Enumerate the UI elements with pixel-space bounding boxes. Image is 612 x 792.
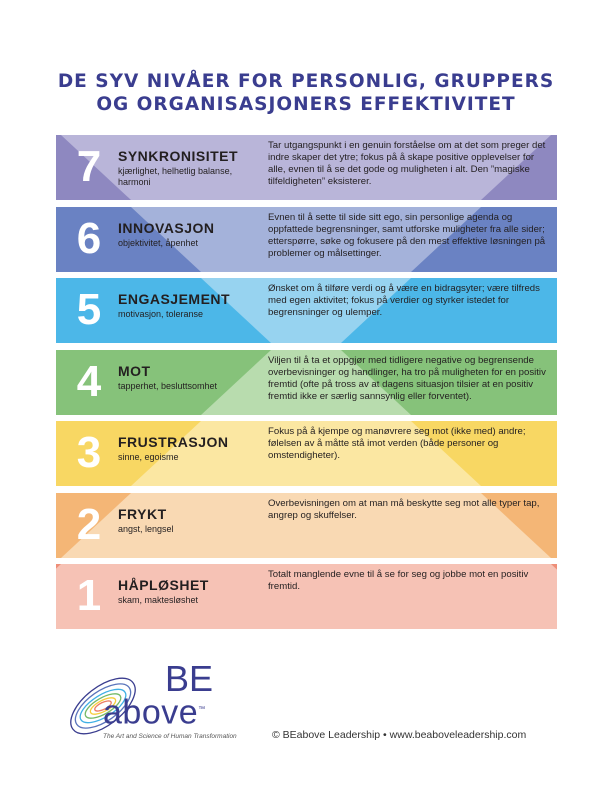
level-number: 3	[76, 428, 102, 477]
footer-copyright: © BEabove Leadership • www.beaboveleadership.com	[272, 729, 527, 741]
level-number: 4	[76, 356, 102, 406]
level-name: ENGASJEMENT	[118, 291, 231, 307]
level-description: Fokus på å kjempe og manøvrere seg mot (ikke med) andre; følelsen av å måtte stå imot verden (både personer og omstendigheter).	[268, 426, 526, 461]
level-number: 1	[76, 571, 102, 620]
level-description: Ønsket om å tilføre verdi og å være en bidragsyter; være tilfreds med egen aktivitet; fokus på verdier og styrker istedet for begrensninger og ulemper.	[268, 283, 540, 318]
level-subtitle: motivasjon, toleranse	[118, 309, 204, 319]
level-name: SYNKRONISITET	[118, 148, 239, 164]
level-subtitle: angst, lengsel	[118, 523, 174, 534]
level-name: MOT	[118, 362, 151, 379]
page-title-line-2: OG ORGANISASJONERS EFFEKTIVITET	[96, 94, 516, 115]
level-band-2	[56, 493, 557, 558]
level-band-3	[56, 421, 557, 486]
level-band-7	[56, 135, 557, 200]
level-description: Viljen til å ta et oppgjør med tidligere negative og begrensende overbevisninger og handlinger, ha tro på muligheten for en positiv fremtid (ofte på tross av at dagens situasjon tilsier at en positiv fremtid ikke er særlig sannsynlig eller forventet).	[268, 354, 546, 402]
logo-text-above: above™	[103, 693, 206, 732]
level-name: FRYKT	[118, 505, 167, 522]
level-subtitle: kjærlighet, helhetlig balanse, harmoni	[118, 166, 233, 187]
logo-text-be: BE	[165, 658, 214, 699]
level-number: 5	[76, 285, 102, 334]
level-name: FRUSTRASJON	[118, 434, 229, 450]
level-name: INNOVASJON	[118, 219, 215, 236]
level-band-4	[56, 350, 557, 415]
level-subtitle: objektivitet, åpenhet	[118, 237, 199, 248]
level-band-5	[56, 278, 557, 343]
trademark-symbol: ™	[198, 706, 206, 713]
level-description: Totalt manglende evne til å se for seg og jobbe mot en positiv fremtid.	[268, 569, 529, 592]
level-name: HÅPLØSHET	[118, 577, 209, 593]
level-subtitle: tapperhet, besluttsomhet	[118, 380, 218, 391]
level-number: 2	[76, 499, 102, 549]
level-description: Evnen til å sette til side sitt ego, sin personlige agenda og oppfattede begrensninger, samt utforske muligheter fra alle sider; etterspørre, søke og fokusere på den mest effektive løsningen på problemer og målsettinger.	[268, 211, 546, 259]
page-title-line-1: DE SYV NIVÅER FOR PERSONLIG, GRUPPERS	[57, 71, 555, 92]
logo-tagline: The Art and Science of Human Transformation	[103, 733, 237, 740]
level-band-6	[56, 207, 557, 272]
level-band-1	[56, 564, 557, 629]
level-number: 6	[76, 213, 102, 263]
level-description: Tar utgangspunkt i en genuin forståelse om at det som preger det indre skaper det ytre; fokus på å skape positive opplevelser for alle, evnen til å se det gode og muligheten i alt. Den ”magiske tilfeldigheten” eksisterer.	[268, 140, 546, 187]
level-description: Overbevisningen om at man må beskytte seg mot alle typer tap, angrep og skuffelser.	[268, 497, 540, 521]
level-subtitle: sinne, egoisme	[118, 452, 179, 462]
level-number: 7	[76, 142, 102, 191]
level-subtitle: skam, maktesløshet	[118, 595, 199, 605]
